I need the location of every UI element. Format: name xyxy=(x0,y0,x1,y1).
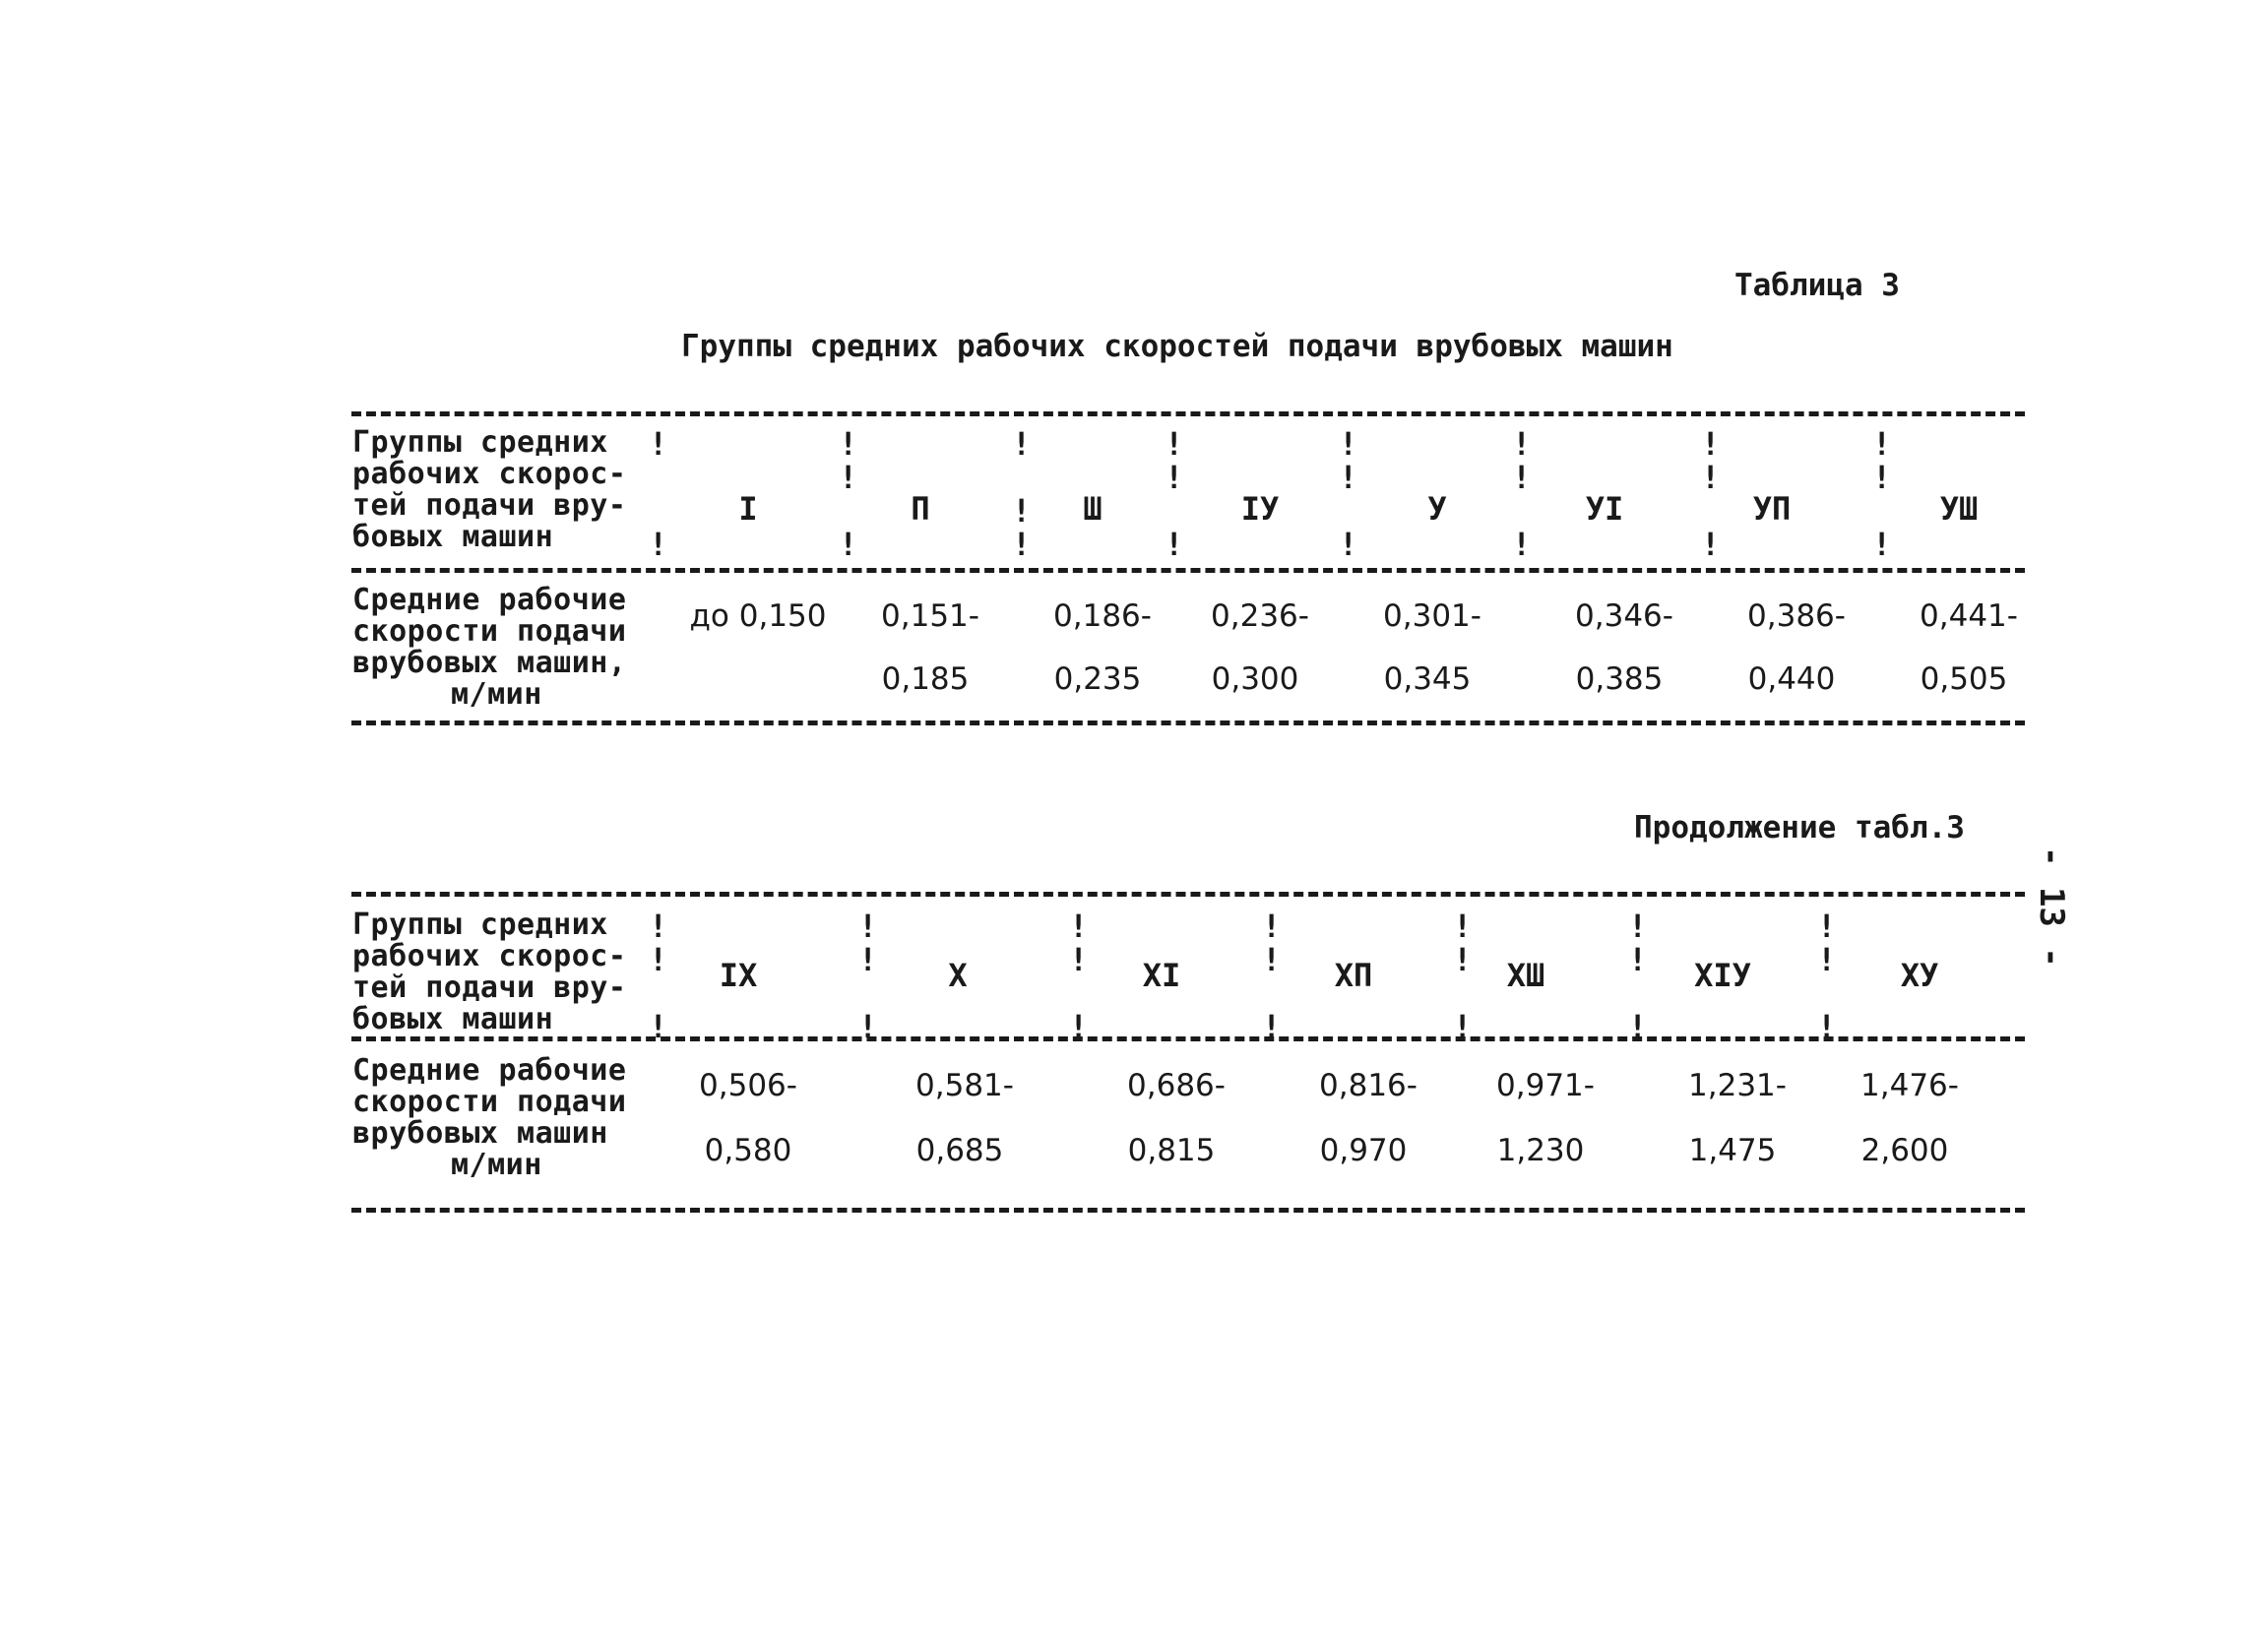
value-cell: 0,815 xyxy=(1127,1133,1216,1168)
value-cell: 0,236- xyxy=(1211,598,1309,634)
page-number: - 13 - xyxy=(2032,846,2071,968)
value-cell: 1,230 xyxy=(1496,1133,1585,1168)
value-cell: 0,346- xyxy=(1575,598,1673,634)
column-separator: ! ! ! xyxy=(839,425,858,563)
value-cell: до 0,150 xyxy=(689,598,827,634)
value-cell: 0,185 xyxy=(881,661,970,697)
value-cell: 0,186- xyxy=(1053,598,1152,634)
value-cell: 0,300 xyxy=(1211,661,1299,697)
value-cell: 0,386- xyxy=(1747,598,1846,634)
table-2-row-label: Средние рабочие скорости подачи врубовых машин м/мин xyxy=(352,1053,627,1182)
group-header: Ш xyxy=(1083,490,1102,528)
column-separator: ! ! ! xyxy=(1262,908,1282,1045)
column-separator: ! ! xyxy=(649,425,668,563)
column-separator: ! ! ! xyxy=(1453,908,1473,1045)
group-header: XУ xyxy=(1900,957,1939,994)
table-1-header-rule xyxy=(351,568,2025,573)
table-caption: Таблица 3 xyxy=(1734,268,1900,303)
column-separator: ! ! ! xyxy=(858,908,878,1045)
group-header: XШ xyxy=(1506,957,1545,994)
table-1-top-rule xyxy=(351,411,2025,416)
group-header: УI xyxy=(1585,490,1624,528)
value-cell: 0,385 xyxy=(1575,661,1664,697)
continuation-caption: Продолжение табл.3 xyxy=(1634,810,1965,845)
table-title: Группы средних рабочих скоростей подачи врубовых машин xyxy=(681,329,1673,364)
group-header: УП xyxy=(1752,490,1792,528)
value-cell: 0,506- xyxy=(699,1068,797,1103)
table-1-header-label: Группы средних рабочих скорос- тей подачи вру- бовых машин xyxy=(352,425,627,554)
group-header: XП xyxy=(1334,957,1373,994)
column-separator: ! ! ! xyxy=(1165,425,1184,563)
group-header: XIУ xyxy=(1694,957,1751,994)
group-header: I xyxy=(738,490,758,528)
column-separator: ! ! ! xyxy=(649,908,668,1045)
value-cell: 0,816- xyxy=(1319,1068,1418,1103)
value-cell: 2,600 xyxy=(1860,1133,1949,1168)
value-cell: 0,685 xyxy=(915,1133,1004,1168)
value-cell: 0,581- xyxy=(915,1068,1014,1103)
table-2-header-label: Группы средних рабочих скорос- тей подачи вру- бовых машин xyxy=(352,908,627,1036)
table-1-bottom-rule xyxy=(351,720,2025,725)
column-separator: ! ! ! xyxy=(1512,425,1532,563)
group-header: УШ xyxy=(1939,490,1979,528)
column-separator: ! ! ! xyxy=(1817,908,1837,1045)
group-header: IX xyxy=(719,957,758,994)
table-2-bottom-rule xyxy=(351,1208,2025,1213)
group-header: IУ xyxy=(1240,490,1280,528)
column-separator: ! ! ! xyxy=(1012,425,1032,563)
value-cell: 0,441- xyxy=(1920,598,2018,634)
value-cell: 0,971- xyxy=(1496,1068,1595,1103)
value-cell: 0,345 xyxy=(1383,661,1472,697)
column-separator: ! ! ! xyxy=(1701,425,1721,563)
column-separator: ! ! ! xyxy=(1628,908,1648,1045)
table-2-header-rule xyxy=(351,1036,2025,1041)
value-cell: 1,475 xyxy=(1688,1133,1777,1168)
group-header: X xyxy=(948,957,968,994)
column-separator: ! ! ! xyxy=(1872,425,1892,563)
value-cell: 0,686- xyxy=(1127,1068,1226,1103)
value-cell: 0,235 xyxy=(1053,661,1142,697)
value-cell: 0,580 xyxy=(704,1133,792,1168)
value-cell: 0,301- xyxy=(1383,598,1481,634)
column-separator: ! ! ! xyxy=(1339,425,1358,563)
group-header: XI xyxy=(1142,957,1181,994)
value-cell: 0,970 xyxy=(1319,1133,1408,1168)
value-cell: 0,505 xyxy=(1920,661,2008,697)
value-cell: 0,151- xyxy=(881,598,979,634)
value-cell: 1,231- xyxy=(1688,1068,1787,1103)
value-cell: 1,476- xyxy=(1860,1068,1959,1103)
group-header: У xyxy=(1427,490,1447,528)
table-2-top-rule xyxy=(351,892,2025,897)
table-1-row-label: Средние рабочие скорости подачи врубовых машин, м/мин xyxy=(352,583,627,712)
column-separator: ! ! ! xyxy=(1069,908,1089,1045)
group-header: П xyxy=(911,490,930,528)
value-cell: 0,440 xyxy=(1747,661,1836,697)
